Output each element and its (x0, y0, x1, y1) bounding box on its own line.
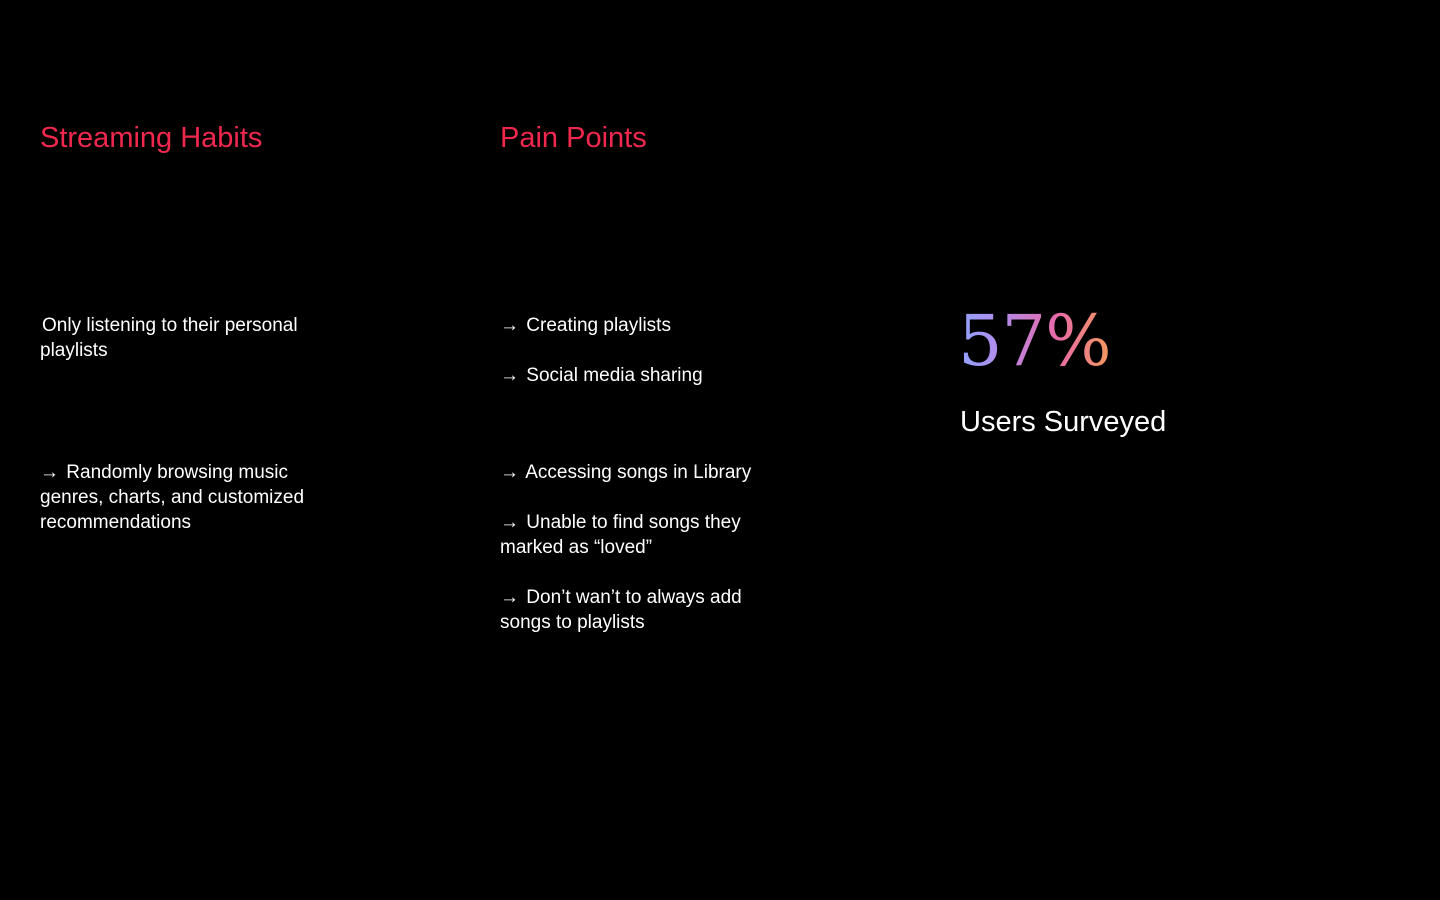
pain-point-accessing-library (500, 460, 790, 485)
pain-point-adding-to-playlists (500, 585, 770, 635)
habit-item-personal-playlists (40, 313, 340, 363)
arrow-right-icon: → (500, 462, 519, 483)
arrow-right-icon: → (500, 365, 519, 386)
pain-point-text: Creating playlists (526, 315, 671, 336)
pain-points-heading: Pain Points (500, 122, 647, 154)
pain-point-text: Unable to find songs they marked as “loved” (500, 512, 741, 558)
arrow-right-icon: → (500, 315, 519, 336)
streaming-habits-heading: Streaming Habits (40, 122, 263, 154)
pain-point-creating-playlists (500, 313, 790, 338)
stat-label: Users Surveyed (960, 406, 1167, 438)
pain-point-loved-songs (500, 510, 770, 560)
habit-item-text: Randomly browsing music genres, charts, and customized recommendations (40, 462, 305, 533)
arrow-right-icon: → (500, 587, 519, 608)
arrow-right-icon: → (500, 512, 519, 533)
habit-item-random-browsing (40, 460, 340, 535)
pain-point-social-sharing (500, 363, 790, 388)
arrow-right-icon: → (40, 462, 59, 483)
stat-percentage: 57% (958, 296, 1111, 386)
pain-point-text: Social media sharing (526, 365, 703, 386)
pain-point-text: Accessing songs in Library (525, 462, 752, 483)
pain-point-text: Don’t wan’t to always add songs to playlists (500, 587, 742, 633)
habit-item-text: Only listening to their personal playlists (40, 315, 298, 361)
